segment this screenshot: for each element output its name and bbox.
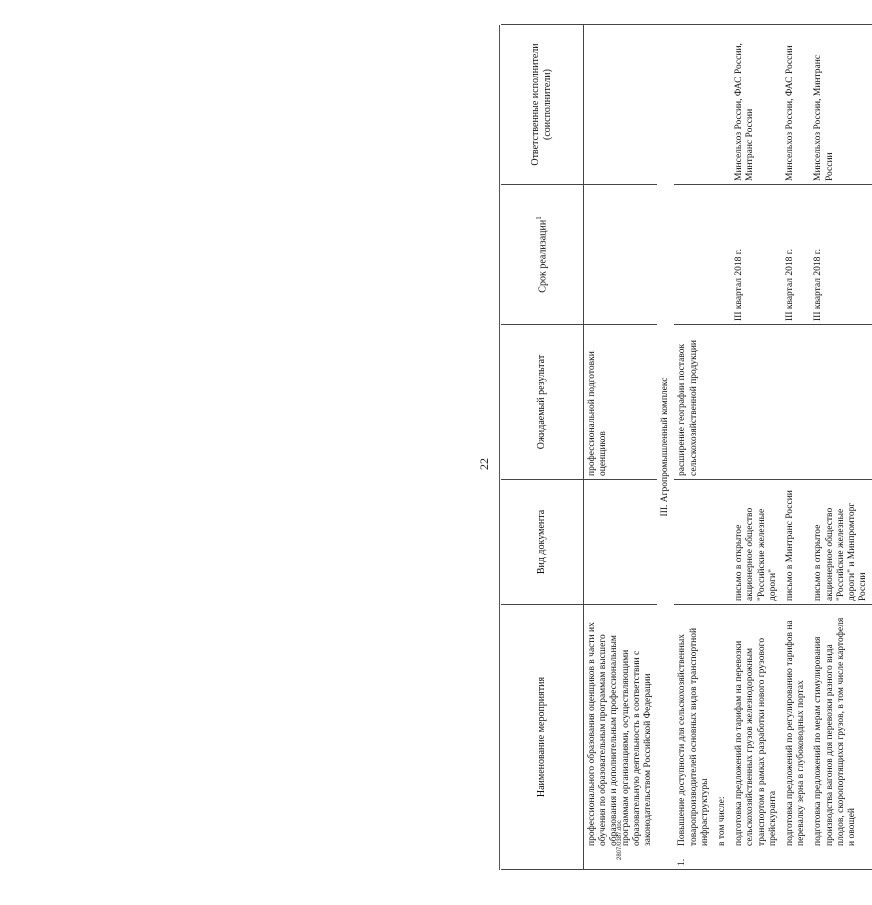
subitem-executors: Минсельхоз России, ФАС России, Минтранс России	[731, 25, 782, 185]
table-row	[782, 25, 810, 870]
continuation-name: профессионального образования оценщиков в части их обучения по образовательным программам высшего образования и дополнительным профессиональным программам организациями, осуществляющими образовательную деятельность в соответствии с законодательством Российской Федерации	[587, 622, 654, 846]
including-cell	[714, 605, 731, 870]
section-row	[657, 25, 674, 870]
table-row	[731, 25, 782, 870]
rotated-page	[34, 25, 869, 870]
subitem-doc: письмо в открытое акционерное общество "Российские железные дороги" и Минпромторг России	[810, 480, 872, 605]
subitem-executors: Минсельхоз России, ФАС России	[782, 25, 810, 185]
header-top-rule	[499, 25, 500, 870]
table-row	[714, 25, 731, 870]
continuation-result: профессиональной подготовки оценщиков	[584, 325, 658, 480]
header-doc-type: Вид документа	[501, 480, 584, 605]
item1-name-cell	[674, 605, 714, 870]
table-header-row	[501, 25, 584, 870]
subitem-result	[731, 325, 782, 480]
table-row	[584, 25, 658, 870]
subitem-result	[810, 325, 872, 480]
item1-result: расширение географии поставок сельскохозяйственной продукции	[674, 325, 714, 480]
subitem-name: подготовка предложений по мерам стимулирования производства вагонов для перевозки разного вида плодов, скоропортящихся грузов, в том числе картофеля и овощей	[813, 617, 858, 846]
item1-number: 1.	[677, 858, 688, 866]
header-name: Наименование мероприятия	[501, 605, 584, 870]
item1-name: Повышение доступности для сельскохозяйственных товаропроизводителей основных видов транспортной инфраструктуры	[677, 627, 710, 846]
measures-table	[501, 24, 872, 870]
header-executors: Ответственные исполнители (соисполнители)	[501, 25, 584, 185]
subitem-name: подготовка предложений по тарифам на перевозки сельскохозяйственных грузов железнодорожным транспортом в рамках разработки нового грузового прейскуранта	[734, 637, 778, 846]
header-deadline-text: Срок реализации	[537, 219, 549, 293]
subitem-deadline: III квартал 2018 г.	[782, 185, 810, 325]
header-result: Ожидаемый результат	[501, 325, 584, 480]
subitem-result	[782, 325, 810, 480]
section-title: III. Агропромышленный комплекс	[657, 25, 674, 870]
subitem-doc: письмо в открытое акционерное общество "Российские железные дороги"	[731, 480, 782, 605]
including-label: в том числе:	[717, 796, 728, 846]
subitem-deadline: III квартал 2018 г.	[731, 185, 782, 325]
header-deadline	[501, 185, 584, 325]
subitem-name: подготовка предложений по регулированию тарифов на перевалку зерна в глубоководных портах	[785, 620, 807, 846]
table-row	[810, 25, 872, 870]
page-number: 22	[477, 458, 491, 470]
table-row	[674, 25, 714, 870]
subitem-deadline: III квартал 2018 г.	[810, 185, 872, 325]
footnote-mark: 1	[534, 216, 543, 220]
subitem-doc: письмо в Минтранс России	[782, 480, 810, 605]
file-footer: 2807/0387.doc	[617, 820, 623, 860]
subitem-executors: Минсельхоз России, Минтранс России	[810, 25, 872, 185]
